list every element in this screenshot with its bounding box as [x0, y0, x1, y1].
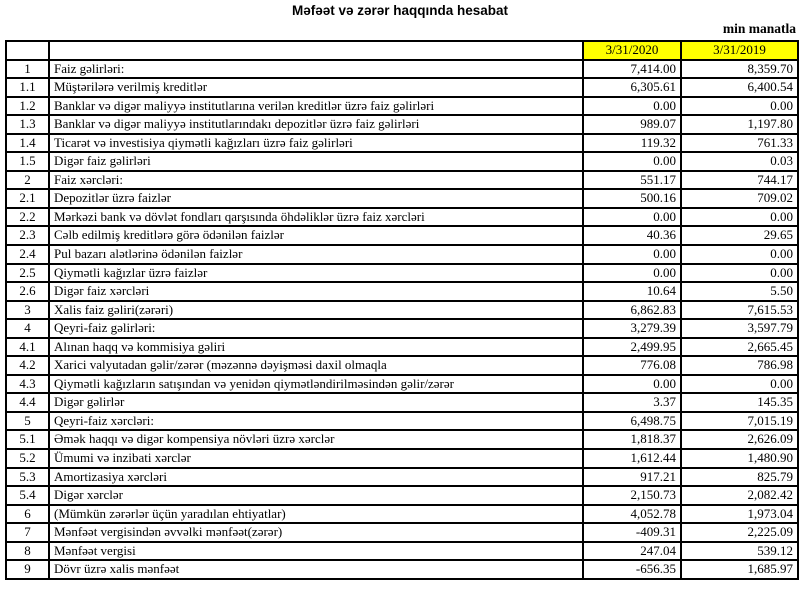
table-row	[6, 78, 798, 97]
value-2020-cell: 2,150.73	[583, 486, 681, 505]
table-row	[6, 245, 798, 264]
value-2020-cell: 6,498.75	[583, 412, 681, 431]
row-number-cell: 2.6	[6, 282, 49, 301]
value-2020-cell: 776.08	[583, 356, 681, 375]
table-row	[6, 60, 798, 79]
table-row	[6, 486, 798, 505]
row-label-cell: Ümumi və inzibati xərclər	[49, 449, 583, 468]
row-number-cell: 8	[6, 542, 49, 561]
row-label-cell: Digər faiz xərcləri	[49, 282, 583, 301]
table-row	[6, 338, 798, 357]
value-2019-cell: 2,665.45	[681, 338, 798, 357]
value-2019-cell: 1,480.90	[681, 449, 798, 468]
table-row	[6, 97, 798, 116]
value-2020-cell: 0.00	[583, 152, 681, 171]
value-2019-cell: 1,685.97	[681, 560, 798, 579]
value-2020-cell: 917.21	[583, 468, 681, 487]
row-label-cell: Amortizasiya xərcləri	[49, 468, 583, 487]
unit-note: min manatla	[722, 21, 796, 36]
value-2019-cell: 0.00	[681, 264, 798, 283]
value-2020-cell: 1,612.44	[583, 449, 681, 468]
value-2020-cell: 3.37	[583, 393, 681, 412]
row-number-cell: 5.3	[6, 468, 49, 487]
value-2019-cell: 825.79	[681, 468, 798, 487]
value-2019-cell: 0.00	[681, 97, 798, 116]
row-label-cell: Faiz gəlirləri:	[49, 60, 583, 79]
table-header-row	[6, 41, 798, 60]
value-2020-cell: -409.31	[583, 523, 681, 542]
row-number-cell: 4.3	[6, 375, 49, 394]
value-2020-cell: 4,052.78	[583, 505, 681, 524]
row-number-cell: 2.3	[6, 226, 49, 245]
row-number-cell: 2.5	[6, 264, 49, 283]
row-label-cell: Ticarət və investisiya qiymətli kağızları üzrə faiz gəlirləri	[49, 134, 583, 153]
row-label-cell: Digər gəlirlər	[49, 393, 583, 412]
row-label-cell: Cəlb edilmiş kreditlərə görə ödənilən faizlər	[49, 226, 583, 245]
row-number-cell: 5	[6, 412, 49, 431]
row-label-cell: Xarici valyutadan gəlir/zərər (məzənnə dəyişməsi daxil olmaqla	[49, 356, 583, 375]
row-label-cell: Qeyri-faiz gəlirləri:	[49, 319, 583, 338]
value-2020-cell: 0.00	[583, 208, 681, 227]
header-number-cell	[6, 41, 49, 60]
table-row	[6, 319, 798, 338]
value-2019-cell: 744.17	[681, 171, 798, 190]
row-number-cell: 2.4	[6, 245, 49, 264]
report-table-body	[6, 60, 798, 579]
row-label-cell: Qiymətli kağızların satışından və yenidən qiymətləndirilməsindən gəlir/zərər	[49, 375, 583, 394]
table-row	[6, 171, 798, 190]
row-label-cell: Mənfəət vergisi	[49, 542, 583, 561]
value-2019-cell: 3,597.79	[681, 319, 798, 338]
row-label-cell: Mərkəzi bank və dövlət fondları qarşısında öhdəliklər üzrə faiz xərcləri	[49, 208, 583, 227]
row-label-cell: Xalis faiz gəliri(zərəri)	[49, 301, 583, 320]
row-number-cell: 4.2	[6, 356, 49, 375]
row-number-cell: 9	[6, 560, 49, 579]
value-2020-cell: 3,279.39	[583, 319, 681, 338]
value-2019-cell: 29.65	[681, 226, 798, 245]
value-2020-cell: 10.64	[583, 282, 681, 301]
table-row	[6, 134, 798, 153]
row-number-cell: 1.2	[6, 97, 49, 116]
header-period-2020-cell: 3/31/2020	[583, 41, 681, 60]
row-label-cell: Dövr üzrə xalis mənfəət	[49, 560, 583, 579]
income-statement-table	[5, 40, 799, 580]
value-2020-cell: 119.32	[583, 134, 681, 153]
row-number-cell: 3	[6, 301, 49, 320]
table-row	[6, 393, 798, 412]
table-row	[6, 356, 798, 375]
row-label-cell: Əmək haqqı və digər kompensiya növləri üzrə xərclər	[49, 430, 583, 449]
row-number-cell: 1.5	[6, 152, 49, 171]
value-2020-cell: 6,862.83	[583, 301, 681, 320]
value-2020-cell: 500.16	[583, 189, 681, 208]
value-2019-cell: 2,626.09	[681, 430, 798, 449]
row-number-cell: 6	[6, 505, 49, 524]
value-2019-cell: 0.00	[681, 245, 798, 264]
value-2019-cell: 1,197.80	[681, 115, 798, 134]
value-2020-cell: 1,818.37	[583, 430, 681, 449]
value-2019-cell: 539.12	[681, 542, 798, 561]
value-2019-cell: 709.02	[681, 189, 798, 208]
value-2019-cell: 786.98	[681, 356, 798, 375]
value-2019-cell: 6,400.54	[681, 78, 798, 97]
header-label-cell	[49, 41, 583, 60]
row-number-cell: 1.4	[6, 134, 49, 153]
table-row	[6, 468, 798, 487]
value-2019-cell: 2,225.09	[681, 523, 798, 542]
row-label-cell: Mənfəət vergisindən əvvəlki mənfəət(zərər)	[49, 523, 583, 542]
value-2019-cell: 0.03	[681, 152, 798, 171]
value-2019-cell: 0.00	[681, 208, 798, 227]
row-number-cell: 5.2	[6, 449, 49, 468]
table-row	[6, 560, 798, 579]
row-label-cell: Banklar və digər maliyyə institutlarına verilən kreditlər üzrə faiz gəlirləri	[49, 97, 583, 116]
value-2020-cell: 551.17	[583, 171, 681, 190]
value-2019-cell: 145.35	[681, 393, 798, 412]
table-row	[6, 226, 798, 245]
value-2020-cell: 40.36	[583, 226, 681, 245]
row-number-cell: 2.1	[6, 189, 49, 208]
table-row	[6, 282, 798, 301]
value-2020-cell: 0.00	[583, 375, 681, 394]
row-number-cell: 1	[6, 60, 49, 79]
header-period-2019-cell: 3/31/2019	[681, 41, 798, 60]
row-label-cell: Faiz xərcləri:	[49, 171, 583, 190]
table-row	[6, 264, 798, 283]
table-row	[6, 152, 798, 171]
value-2020-cell: 6,305.61	[583, 78, 681, 97]
value-2020-cell: -656.35	[583, 560, 681, 579]
table-row	[6, 375, 798, 394]
row-number-cell: 4.4	[6, 393, 49, 412]
value-2019-cell: 1,973.04	[681, 505, 798, 524]
row-number-cell: 4.1	[6, 338, 49, 357]
value-2019-cell: 761.33	[681, 134, 798, 153]
value-2019-cell: 0.00	[681, 375, 798, 394]
value-2020-cell: 2,499.95	[583, 338, 681, 357]
value-2019-cell: 8,359.70	[681, 60, 798, 79]
row-number-cell: 5.4	[6, 486, 49, 505]
value-2019-cell: 5.50	[681, 282, 798, 301]
table-row	[6, 449, 798, 468]
table-row	[6, 115, 798, 134]
row-label-cell: Digər faiz gəlirləri	[49, 152, 583, 171]
row-number-cell: 2	[6, 171, 49, 190]
table-row	[6, 208, 798, 227]
value-2019-cell: 7,615.53	[681, 301, 798, 320]
value-2020-cell: 989.07	[583, 115, 681, 134]
row-label-cell: Digər xərclər	[49, 486, 583, 505]
value-2020-cell: 0.00	[583, 97, 681, 116]
table-row	[6, 505, 798, 524]
value-2020-cell: 7,414.00	[583, 60, 681, 79]
row-label-cell: Qeyri-faiz xərcləri:	[49, 412, 583, 431]
row-number-cell: 1.1	[6, 78, 49, 97]
table-row	[6, 189, 798, 208]
row-label-cell: Banklar və digər maliyyə institutlarındakı depozitlər üzrə faiz gəlirləri	[49, 115, 583, 134]
table-row	[6, 430, 798, 449]
row-label-cell: Müştərilərə verilmiş kreditlər	[49, 78, 583, 97]
row-number-cell: 5.1	[6, 430, 49, 449]
value-2019-cell: 2,082.42	[681, 486, 798, 505]
value-2020-cell: 0.00	[583, 264, 681, 283]
page-title: Məfəət və zərər haqqında hesabat	[291, 3, 509, 18]
value-2019-cell: 7,015.19	[681, 412, 798, 431]
row-label-cell: Qiymətli kağızlar üzrə faizlər	[49, 264, 583, 283]
table-row	[6, 542, 798, 561]
row-label-cell: Alınan haqq və kommisiya gəliri	[49, 338, 583, 357]
row-number-cell: 2.2	[6, 208, 49, 227]
table-row	[6, 523, 798, 542]
row-label-cell: (Mümkün zərərlər üçün yaradılan ehtiyatlar)	[49, 505, 583, 524]
table-row	[6, 301, 798, 320]
row-label-cell: Depozitlər üzrə faizlər	[49, 189, 583, 208]
row-number-cell: 7	[6, 523, 49, 542]
row-number-cell: 4	[6, 319, 49, 338]
row-label-cell: Pul bazarı alətlərinə ödənilən faizlər	[49, 245, 583, 264]
value-2020-cell: 0.00	[583, 245, 681, 264]
value-2020-cell: 247.04	[583, 542, 681, 561]
table-row	[6, 412, 798, 431]
row-number-cell: 1.3	[6, 115, 49, 134]
